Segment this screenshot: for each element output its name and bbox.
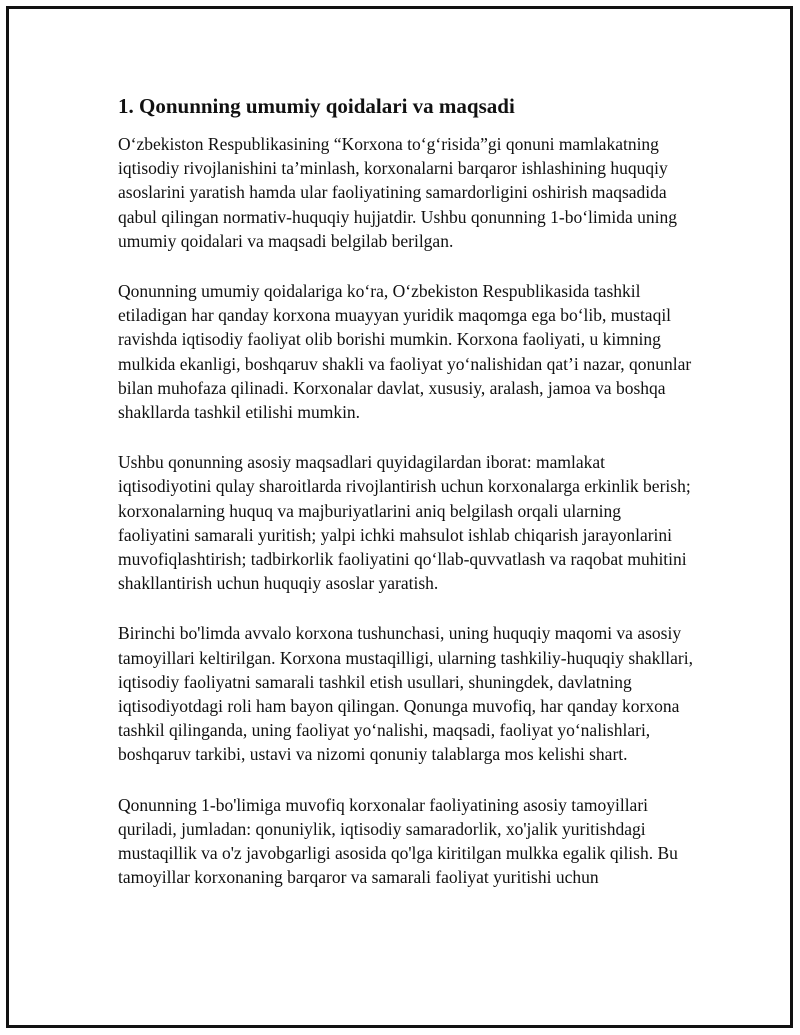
document-body [118,92,696,915]
paragraph-1: O‘zbekiston Respublikasining “Korxona to‘g‘risida”gi qonuni mamlakatning iqtisodiy rivojlanishini ta’minlash, korxonalarni barqaror ishlashining huquqiy asoslarini yaratish hamda ular faoliyatining samardorligini oshirish maqsadida qabul qilingan normativ-huquqiy hujjatdir. Ushbu qonunning 1-bo‘limida uning umumiy qoidalari va maqsadi belgilab berilgan. [118,134,677,251]
paragraph-3: Ushbu qonunning asosiy maqsadlari quyidagilardan iborat: mamlakat iqtisodiyotini qulay sharoitlarda rivojlantirish uchun korxonalarga erkinlik berish; korxonalarning huquq va majburiyatlarini aniq belgilash orqali ularning faoliyatini samarali yuritish; yalpi ichki mahsulot ishlab chiqarish jarayonlarini muvofiqlashtirish; tadbirkorlik faoliyatini qo‘llab-quvvatlash va raqobat muhitini shakllantirish uchun huquqiy asoslar yaratish. [118,452,691,594]
paragraph-4: Birinchi bo'limda avvalo korxona tushunchasi, uning huquqiy maqomi va asosiy tamoyillari keltirilgan. Korxona mustaqilligi, ularning tashkiliy-huquqiy shakllari, iqtisodiy faoliyatni samarali tashkil etish usullari, shuningdek, davlatning iqtisodiyotdagi roli ham bayon qilingan. Qonunga muvofiq, har qanday korxona tashkil qilinganda, uning faoliyat yo‘nalishi, maqsadi, faoliyat yo‘nalishlari, boshqaruv tarkibi, ustavi va nizomi qonuniy talablarga mos kelishi shart. [118,623,693,765]
paragraph-2: Qonunning umumiy qoidalariga ko‘ra, O‘zbekiston Respublikasida tashkil etiladigan har qanday korxona muayyan yuridik maqomga ega bo‘lib, mustaqil ravishda iqtisodiy faoliyat olib borishi mumkin. Korxona faoliyati, u kimning mulkida ekanligi, boshqaruv shakli va faoliyat yo‘nalishidan qat’i nazar, qonunlar bilan muhofaza qilinadi. Korxonalar davlat, xususiy, aralash, jamoa va boshqa shakllarda tashkil etilishi mumkin. [118,281,692,423]
section-heading: 1. Qonunning umumiy qoidalari va maqsadi [118,94,515,118]
paragraph-5: Qonunning 1-bo'limiga muvofiq korxonalar faoliyatining asosiy tamoyillari quriladi, jumladan: qonuniylik, iqtisodiy samaradorlik, xo'jalik yuritishdagi mustaqillik va o'z javobgarligi asosida qo'lga kiritilgan mulkka egalik qilish. Bu tamoyillar korxonaning barqaror va samarali faoliyat yuritishi uchun [118,794,678,888]
